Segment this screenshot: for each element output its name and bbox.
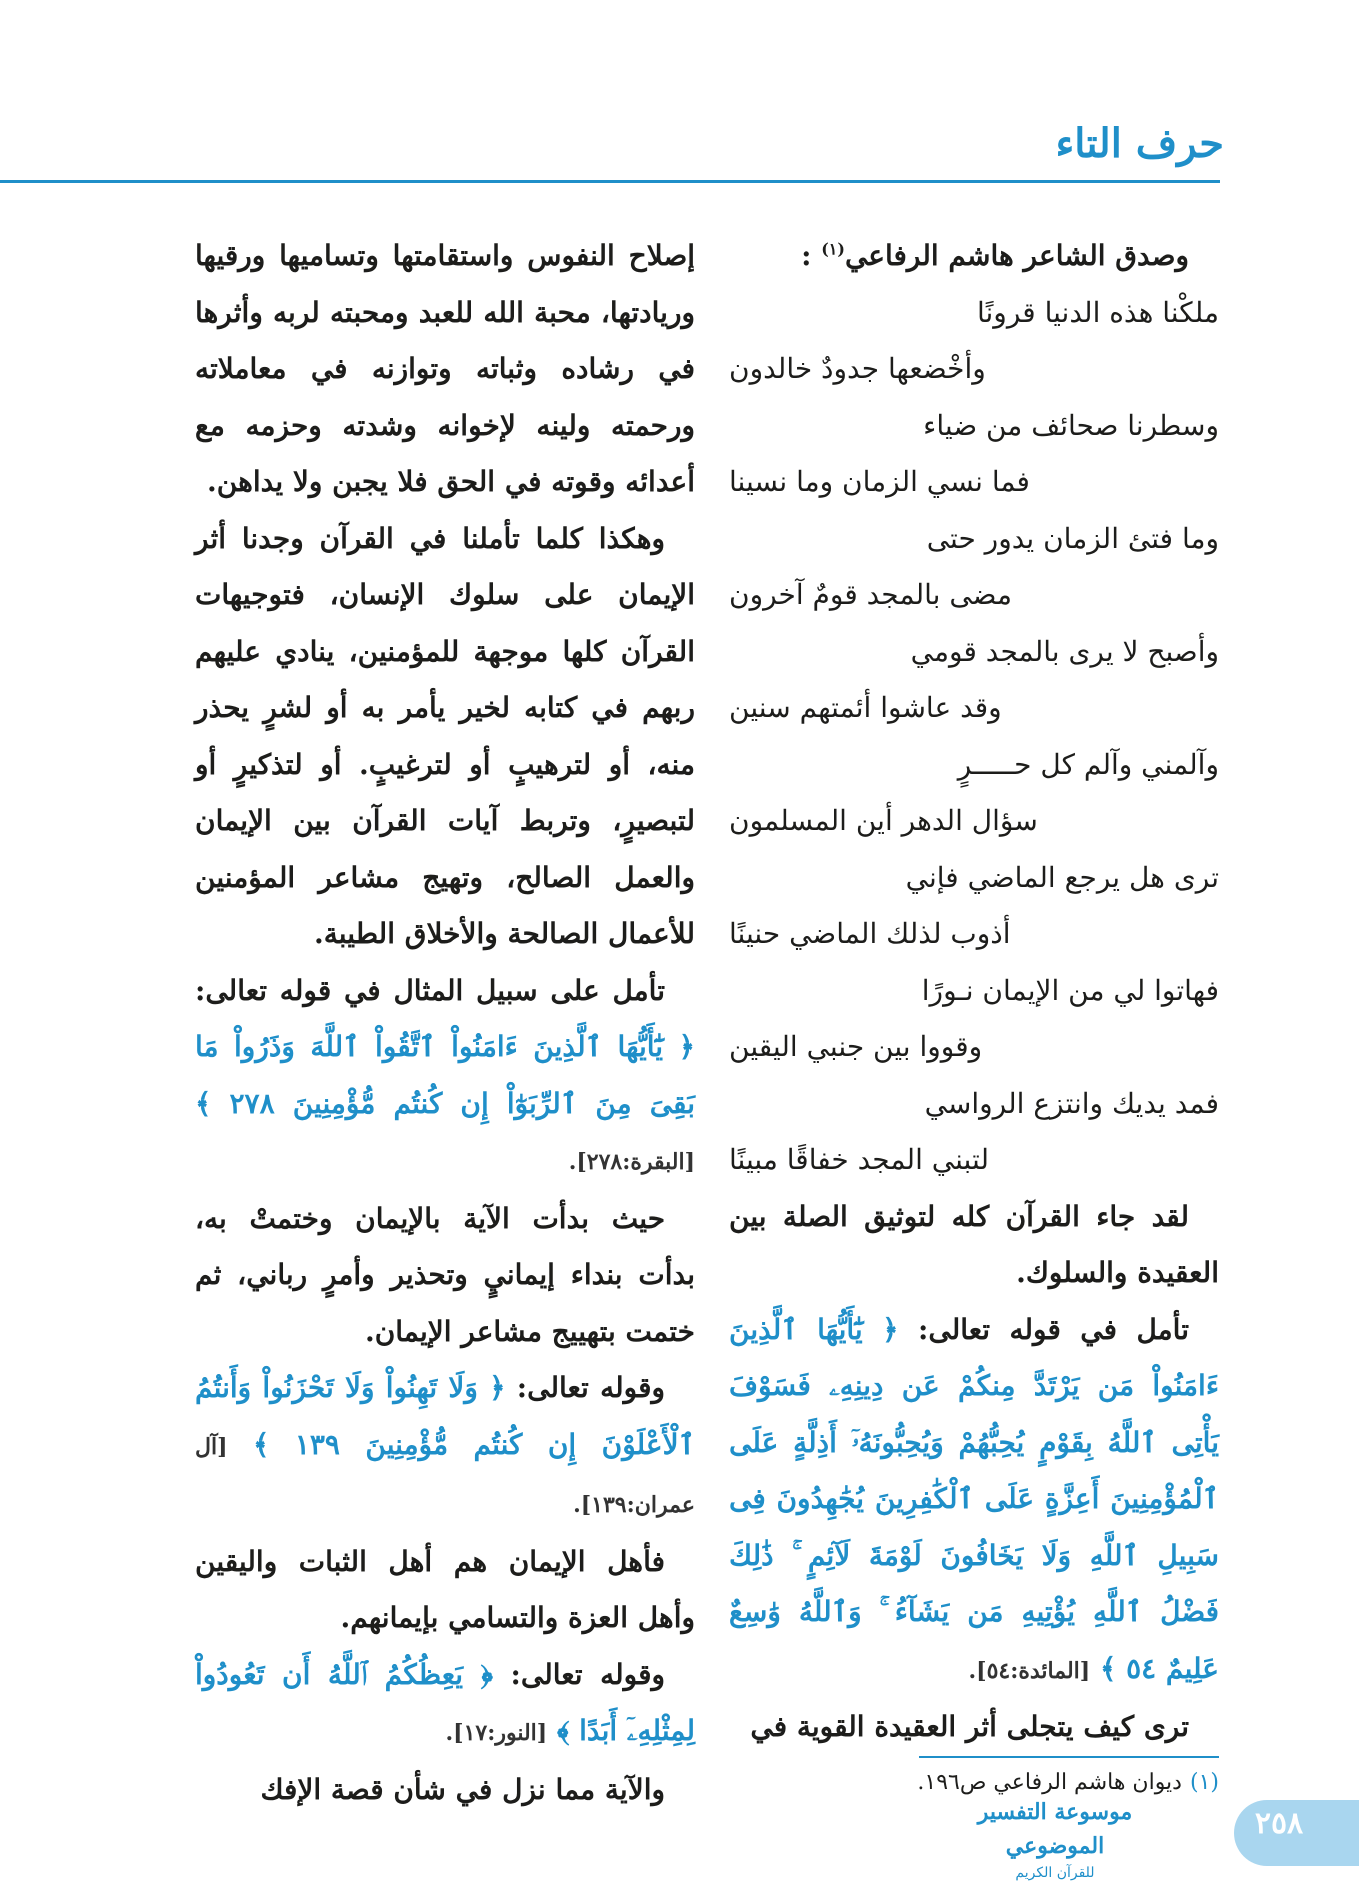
encyclopedia-logo bbox=[930, 1795, 1180, 1881]
verse-line: سؤال الدهر أين المسلمون bbox=[729, 804, 1038, 837]
verse-line: فمد يديك وانتزع الرواسي bbox=[924, 1086, 1219, 1120]
paragraph: وقوله تعالى: ﴿ وَلَا تَهِنُواْ وَلَا تَحْزَنُواْ وَأَنتُمُ ٱلْأَعْلَوْنَ إِن كُنتُم مُّؤْمِنِينَ ١٣٩ ﴾ [آل عمران:١٣٩]. bbox=[195, 1371, 696, 1518]
chapter-title: حرف التاء bbox=[1055, 120, 1224, 167]
verse-line: وأصبح لا يرى بالمجد قومي bbox=[910, 634, 1219, 668]
verse-line: لتبني المجد خفاقًا مبينًا bbox=[729, 1143, 989, 1176]
verse-line: فما نسي الزمان وما نسينا bbox=[729, 465, 1030, 498]
verse-reference: [آل عمران:١٣٩]. bbox=[195, 1433, 695, 1518]
paragraph: لقد جاء القرآن كله لتوثيق الصلة بين العقيدة والسلوك. bbox=[729, 1199, 1219, 1289]
footnote-number: (١) bbox=[1189, 1770, 1219, 1795]
footnote-marker[interactable]: (١) bbox=[821, 239, 845, 259]
quran-verse: ﴿ يَعِظُكُمُ ٱللَّهُ أَن تَعُودُواْ لِمِثْلِهِۦٓ أَبَدًا ﴾ bbox=[195, 1657, 695, 1747]
poem bbox=[729, 285, 1219, 1189]
left-column bbox=[195, 228, 696, 1806]
verse-line: أذوب لذلك الماضي حنينًا bbox=[729, 917, 1011, 950]
footnote-text: ديوان هاشم الرفاعي ص١٩٦. bbox=[917, 1770, 1182, 1795]
verse-line: ترى هل يرجع الماضي فإني bbox=[905, 860, 1219, 894]
quran-verse: ﴿ يَٰٓأَيُّهَا ٱلَّذِينَ ءَامَنُواْ ٱتَّقُواْ ٱللَّهَ وَذَرُواْ مَا بَقِىَ مِنَ ٱلرِّبَوٰٓاْ إِن كُنتُم مُّؤْمِنِينَ ٢٧٨ ﴾ bbox=[195, 1030, 696, 1120]
verse-line: وما فتئ الزمان يدور حتى bbox=[926, 521, 1219, 555]
footnote-rule bbox=[919, 1756, 1219, 1758]
verse-reference: [النور:١٧]. bbox=[445, 1720, 548, 1746]
paragraph: حيث بدأت الآية بالإيمان وختمتْ به، بدأت بنداء إيمانيٍ وتحذير وأمرٍ رباني، ثم ختمت بتهييج مشاعر الإيمان. bbox=[195, 1201, 695, 1348]
verse-reference: [البقرة:٢٧٨]. bbox=[568, 1149, 695, 1175]
paragraph: والآية مما نزل في شأن قصة الإفك bbox=[260, 1772, 665, 1806]
verse-line: وأخْضعها جدودٌ خالدون bbox=[729, 352, 986, 385]
paragraph: وقوله تعالى: ﴿ يَعِظُكُمُ ٱللَّهُ أَن تَعُودُواْ لِمِثْلِهِۦٓ أَبَدًا ﴾ [النور:١٧]. bbox=[195, 1657, 695, 1747]
right-column bbox=[729, 228, 1219, 1743]
quran-verse: ﴿ وَلَا تَهِنُواْ وَلَا تَحْزَنُواْ وَأَنتُمُ ٱلْأَعْلَوْنَ إِن كُنتُم مُّؤْمِنِينَ ١٣٩ ﴾ bbox=[195, 1371, 696, 1461]
paragraph: ترى كيف يتجلى أثر العقيدة القوية في bbox=[750, 1710, 1189, 1743]
verse-line: ملكْنا هذه الدنيا قرونًا bbox=[976, 295, 1219, 329]
footnote bbox=[739, 1770, 1219, 1795]
logo-title: موسوعة التفسير الموضوعي bbox=[977, 1799, 1133, 1859]
verse-line: وآلمني وآلم كل حـــــرٍ bbox=[957, 747, 1219, 781]
quran-verse: ﴿ يَٰٓأَيُّهَا ٱلَّذِينَ ءَامَنُواْ مَن يَرْتَدَّ مِنكُمْ عَن دِينِهِۦ فَسَوْفَ يَأْتِى ٱللَّهُ بِقَوْمٍ يُحِبُّهُمْ وَيُحِبُّونَهُۥٓ أَذِلَّةٍ عَلَى ٱلْمُؤْمِنِينَ أَعِزَّةٍ عَلَى ٱلْكَٰفِرِينَ يُجَٰهِدُونَ فِى سَبِيلِ ٱللَّهِ وَلَا يَخَافُونَ لَوْمَةَ لَآئِمٍ ۚ ذَٰلِكَ فَضْلُ ٱللَّهِ يُؤْتِيهِ مَن يَشَآءُ ۚ وَٱللَّهُ وَٰسِعٌ عَلِيمٌ ٥٤ ﴾ bbox=[729, 1312, 1219, 1685]
poem-intro: وصدق الشاعر هاشم الرفاعي$^{(١)}$ : bbox=[801, 239, 1189, 272]
paragraph: تأمل على سبيل المثال في قوله تعالى: ﴿ يَٰٓأَيُّهَا ٱلَّذِينَ ءَامَنُواْ ٱتَّقُواْ ٱللَّهَ وَذَرُواْ مَا بَقِىَ مِنَ ٱلرِّبَوٰٓاْ إِن كُنتُم مُّؤْمِنِينَ ٢٧٨ ﴾ [البقرة:٢٧٨]. bbox=[195, 973, 696, 1175]
verse-line: وقووا بين جنبي اليقين bbox=[729, 1030, 983, 1063]
paragraph: تأمل في قوله تعالى: ﴿ يَٰٓأَيُّهَا ٱلَّذِينَ ءَامَنُواْ مَن يَرْتَدَّ مِنكُمْ عَن دِينِهِۦ فَسَوْفَ يَأْتِى ٱللَّهُ بِقَوْمٍ يُحِبُّهُمْ وَيُحِبُّونَهُۥٓ أَذِلَّةٍ عَلَى ٱلْمُؤْمِنِينَ أَعِزَّةٍ عَلَى ٱلْكَٰفِرِينَ يُجَٰهِدُونَ فِى سَبِيلِ ٱللَّهِ وَلَا يَخَافُونَ لَوْمَةَ لَآئِمٍ ۚ ذَٰلِكَ فَضْلُ ٱللَّهِ يُؤْتِيهِ مَن يَشَآءُ ۚ وَٱللَّهُ وَٰسِعٌ عَلِيمٌ ٥٤ ﴾ [المائدة:٥٤]. bbox=[729, 1312, 1219, 1685]
logo-subtitle: للقرآن الكريم bbox=[1015, 1865, 1095, 1881]
paragraph: فأهل الإيمان هم أهل الثبات واليقين وأهل العزة والتسامي بإيمانهم. bbox=[195, 1544, 695, 1634]
verse-line: مضى بالمجد قومٌ آخرون bbox=[729, 578, 1012, 611]
verse-line: وسطرنا صحائف من ضياء bbox=[923, 408, 1219, 442]
paragraph: إصلاح النفوس واستقامتها وتساميها ورقيها وريادتها، محبة الله للعبد ومحبته لربه وأثرها في رشاده وثباته وتوازنه في معاملاته ورحمته ولينه لإخوانه وشدته وحزمه مع أعدائه وقوته في الحق فلا يجبن ولا يداهن. bbox=[195, 239, 695, 498]
page-number: ٢٥٨ bbox=[1254, 1806, 1304, 1841]
verse-line: فهاتوا لي من الإيمان نـورًا bbox=[921, 973, 1219, 1007]
verse-line: وقد عاشوا أئمتهم سنين bbox=[729, 691, 1002, 724]
verse-reference: [المائدة:٥٤]. bbox=[968, 1657, 1091, 1684]
paragraph: وهكذا كلما تأملنا في القرآن وجدنا أثر الإيمان على سلوك الإنسان، فتوجيهات القرآن كلها موجهة للمؤمنين، ينادي عليهم ربهم في كتابه لخير يأمر به أو لشرٍ يحذر منه، أو لترهيبٍ أو لترغيبٍ. أو لتذكيرٍ أو لتبصيرٍ، وتربط آيات القرآن بين الإيمان والعمل الصالح، وتهيج مشاعر المؤمنين للأعمال الصالحة والأخلاق الطيبة. bbox=[195, 521, 695, 950]
header-rule bbox=[0, 180, 1220, 183]
